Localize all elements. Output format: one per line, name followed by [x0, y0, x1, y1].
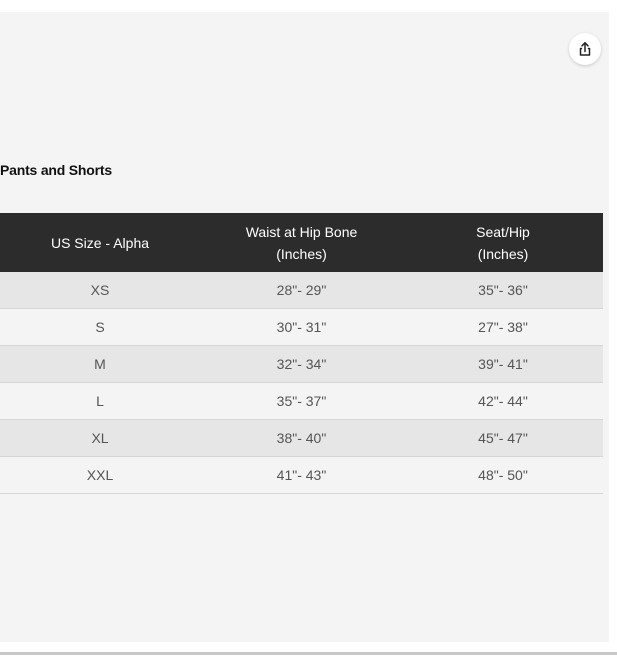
waist-cell: 32"- 34" [200, 346, 403, 383]
seat-hip-cell: 27"- 38" [403, 309, 603, 346]
seat-hip-cell: 35"- 36" [403, 272, 603, 309]
size-cell: XS [0, 272, 200, 309]
size-cell: XXL [0, 457, 200, 494]
seat-hip-cell: 45"- 47" [403, 420, 603, 457]
waist-cell: 35"- 37" [200, 383, 403, 420]
share-icon [577, 41, 593, 57]
header-us-size [0, 213, 200, 272]
table-row [0, 346, 603, 383]
table-row [0, 309, 603, 346]
header-seat-hip [403, 213, 603, 272]
table-row [0, 383, 603, 420]
table-header-row [0, 213, 603, 272]
size-cell: M [0, 346, 200, 383]
size-cell: S [0, 309, 200, 346]
size-cell: L [0, 383, 200, 420]
size-cell: XL [0, 420, 200, 457]
table-row [0, 457, 603, 494]
header-label: Seat/Hip [476, 223, 530, 240]
table-row [0, 420, 603, 457]
header-unit: (Inches) [477, 245, 529, 262]
seat-hip-cell: 48"- 50" [403, 457, 603, 494]
header-label: US Size - Alpha [50, 234, 150, 251]
waist-cell: 28"- 29" [200, 272, 403, 309]
size-table [0, 213, 603, 494]
share-button[interactable] [569, 33, 601, 65]
waist-cell: 41"- 43" [200, 457, 403, 494]
section-title: Pants and Shorts [0, 162, 112, 178]
seat-hip-cell: 42"- 44" [403, 383, 603, 420]
header-label: Waist at Hip Bone [245, 223, 358, 240]
waist-cell: 30"- 31" [200, 309, 403, 346]
seat-hip-cell: 39"- 41" [403, 346, 603, 383]
header-waist [200, 213, 403, 272]
waist-cell: 38"- 40" [200, 420, 403, 457]
table-row [0, 272, 603, 309]
header-unit: (Inches) [276, 245, 327, 262]
bottom-divider [0, 652, 617, 655]
